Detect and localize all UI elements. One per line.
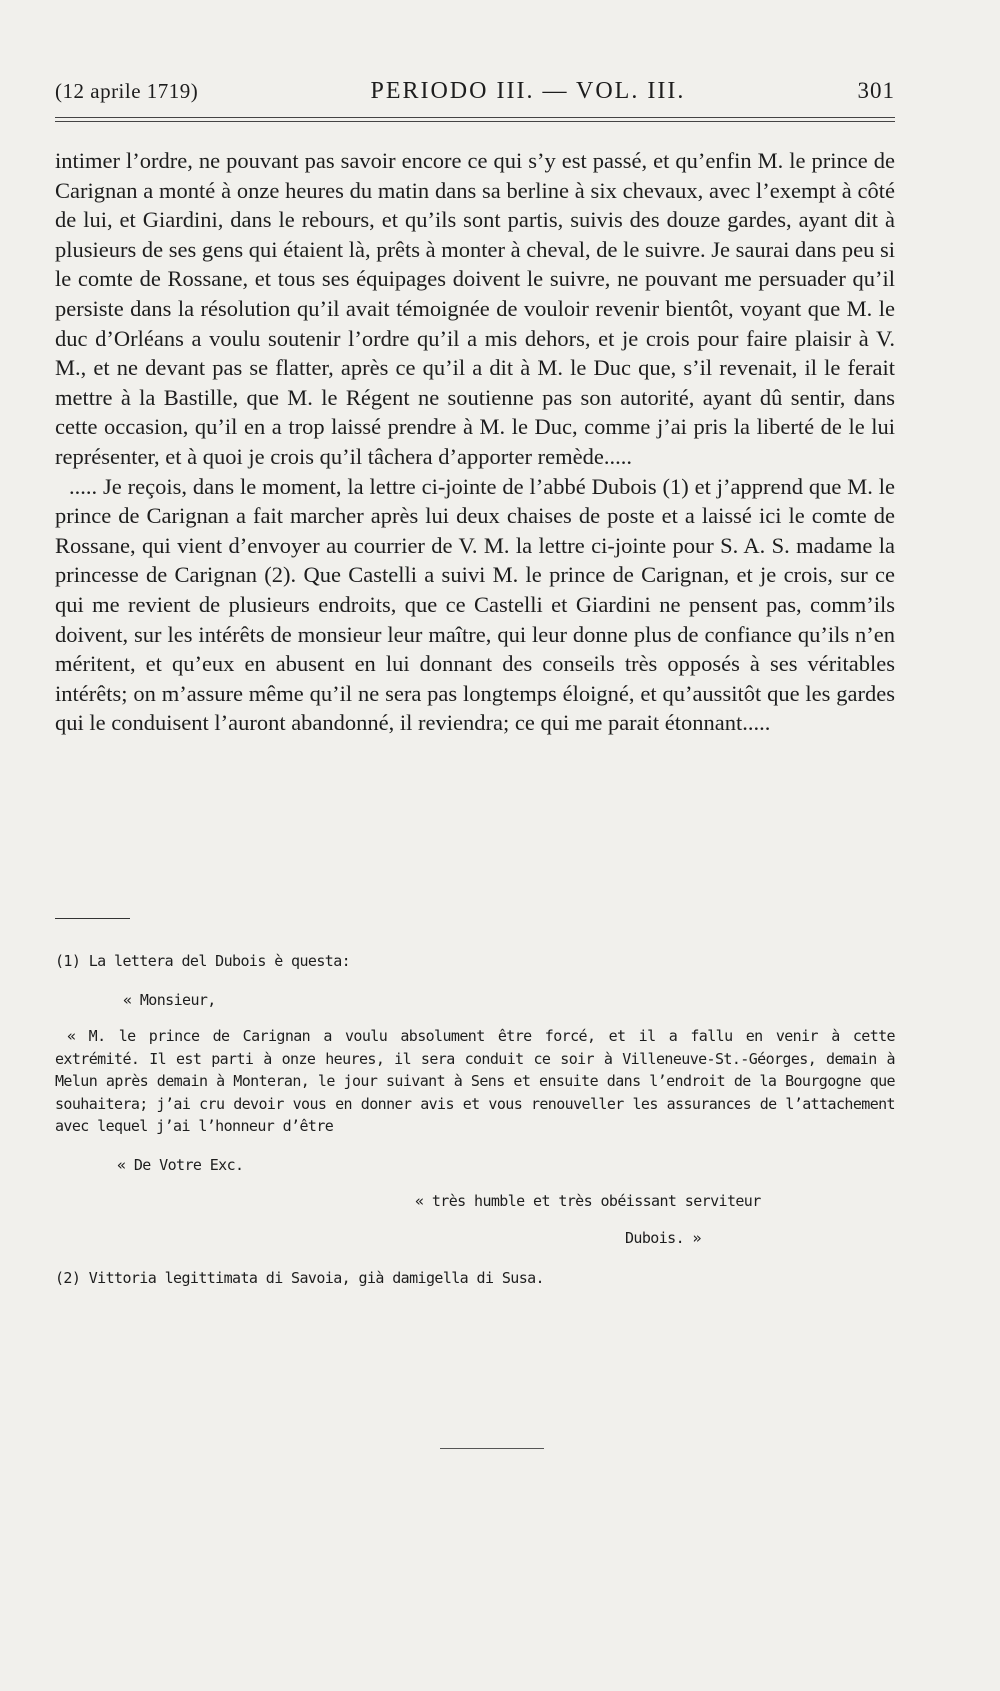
body-paragraph: intimer l’ordre, ne pouvant pas savoir encore ce qui s’y est passé, et qu’enfin M. le prince de Carignan a monté à onze heures du matin dans sa berline à six chevaux, avec l’exempt à côté de lui, et Giardini, dans le rebours, et qu’ils sont partis, suivis des douze gardes, ayant dit à plusieurs de ses gens qui étaient là, prêts à monter à cheval, de le suivre. Je saurai dans peu si le comte de Rossane, et tous ses équipages doivent le suivre, ne pouvant me persuader qu’il persiste dans la résolution qu’il avait témoignée de vouloir revenir bientôt, voyant que M. le duc d’Orléans a voulu soutenir l’ordre qu’il a mis dehors, et je crois pour faire plaisir à V. M., et ne devant pas se flatter, après ce qu’il a dit à M. le Duc que, s’il revenait, il le ferait mettre à la Bastille, que M. le Régent ne soutienne pas son autorité, ayant dû sentir, dans cette occasion, qu’il en a trop laissé prendre à M. le Duc, comme j’ai pris la liberté de le lui représenter, et à quoi je crois qu’il tâchera d’apporter remède..... [55, 148, 895, 469]
footnote-1-intro: (1) La lettera del Dubois è questa: [55, 952, 351, 970]
header-date: (12 aprile 1719) [55, 79, 199, 103]
header-rule-bottom [55, 121, 895, 122]
footnotes [55, 950, 895, 1290]
footnote-1-signature: Dubois. » [625, 1228, 701, 1247]
header-title: PERIODO III. — VOL. III. [370, 78, 686, 104]
footnote-1-closing-formula: « très humble et très obéissant serviteur [415, 1192, 761, 1210]
end-rule [440, 1448, 544, 1449]
footnote-1-letter: « M. le prince de Carignan a voulu absolument être forcé, et il a fallu en venir à cette extrémité. Il est parti à onze heures, il sera conduit ce soir à Villeneuve-St.-Géorges, demain à Melun après demain à Monteran, le jour suivant à Sens et ensuite dans l’endroit de la Bourgogne que souhaitera; j’ai cru devoir vous en donner avis et vous renouveller les assurances de l’attachement avec lequel j’ai l’honneur d’être [55, 1027, 895, 1135]
footnote-2: (2) Vittoria legittimata di Savoia, già damigella di Susa. [55, 1269, 544, 1287]
page-number: 301 [857, 78, 895, 103]
body-paragraph: ..... Je reçois, dans le moment, la lettre ci-jointe de l’abbé Dubois (1) et j’apprend que M. le prince de Carignan a fait marcher après lui deux chaises de poste et a laissé ici le comte de Rossane, qui vient d’envoyer au courrier de V. M. la lettre ci-jointe pour S. A. S. madame la princesse de Carignan (2). Que Castelli a suivi M. le prince de Carignan, et je crois, sur ce qui me revient de plusieurs endroits, que ce Castelli et Giardini ne pensent pas, comm’ils doivent, sur les intérêts de monsieur leur maître, qui leur donne plus de confiance qu’ils n’en méritent, et qu’eux en abusent en lui donnant des conseils très opposés à ses véritables intérêts; on m’assure même qu’il ne sera pas longtemps éloigné, et qu’aussitôt que les gardes qui le conduisent l’auront abandonné, il reviendra; ce qui me parait étonnant..... [55, 473, 895, 736]
running-header [55, 78, 895, 110]
header-rule-top [55, 117, 895, 118]
main-text [55, 146, 895, 738]
footnote-1-salutation: « Monsieur, [123, 990, 216, 1009]
footnote-separator [55, 918, 130, 919]
footnote-1-closing: « De Votre Exc. [117, 1155, 244, 1174]
